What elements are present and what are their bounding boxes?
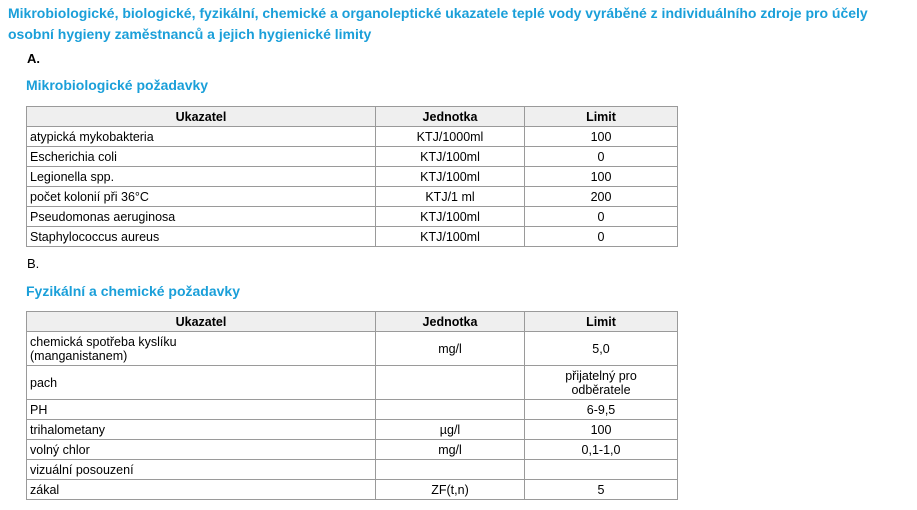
column-header-unit: Jednotka: [376, 107, 525, 127]
unit-cell: ZF(t,n): [376, 480, 525, 500]
indicator-cell: atypická mykobakteria: [27, 127, 376, 147]
unit-cell: [376, 400, 525, 420]
table-row: [27, 127, 678, 147]
indicator-cell: Legionella spp.: [27, 167, 376, 187]
limit-cell: 6-9,5: [525, 400, 678, 420]
indicator-cell: zákal: [27, 480, 376, 500]
table-header-row: [27, 107, 678, 127]
limit-cell: 0: [525, 227, 678, 247]
unit-cell: mg/l: [376, 332, 525, 366]
table-row: [27, 147, 678, 167]
table-header-row: [27, 312, 678, 332]
indicator-cell: chemická spotřeba kyslíku (manganistanem): [27, 332, 376, 366]
limit-cell: 100: [525, 127, 678, 147]
indicator-cell: PH: [27, 400, 376, 420]
table-row: [27, 440, 678, 460]
unit-cell: mg/l: [376, 440, 525, 460]
column-header-limit: Limit: [525, 107, 678, 127]
column-header-limit: Limit: [525, 312, 678, 332]
limit-cell: 100: [525, 420, 678, 440]
limit-cell: [525, 460, 678, 480]
limit-cell: 0,1-1,0: [525, 440, 678, 460]
unit-cell: KTJ/1000ml: [376, 127, 525, 147]
unit-cell: KTJ/100ml: [376, 167, 525, 187]
unit-cell: [376, 366, 525, 400]
limit-cell: 0: [525, 207, 678, 227]
section-b-letter: B.: [27, 256, 40, 271]
indicator-cell: trihalometany: [27, 420, 376, 440]
column-header-unit: Jednotka: [376, 312, 525, 332]
limit-cell: 0: [525, 147, 678, 167]
limit-cell: 5,0: [525, 332, 678, 366]
table-row: [27, 227, 678, 247]
table-row: [27, 332, 678, 366]
table-row: [27, 420, 678, 440]
table-row: [27, 167, 678, 187]
indicator-cell: Pseudomonas aeruginosa: [27, 207, 376, 227]
microbiological-table: [26, 106, 678, 247]
section-a-letter: A.: [27, 51, 40, 66]
indicator-cell: volný chlor: [27, 440, 376, 460]
physical-chemical-table: [26, 311, 678, 500]
table-row: [27, 207, 678, 227]
limit-cell: 100: [525, 167, 678, 187]
unit-cell: KTJ/1 ml: [376, 187, 525, 207]
indicator-cell: počet kolonií při 36°C: [27, 187, 376, 207]
column-header-indicator: Ukazatel: [27, 107, 376, 127]
unit-cell: KTJ/100ml: [376, 227, 525, 247]
limit-cell: 200: [525, 187, 678, 207]
indicator-cell: Escherichia coli: [27, 147, 376, 167]
unit-cell: KTJ/100ml: [376, 207, 525, 227]
section-a-heading: Mikrobiologické požadavky: [26, 77, 209, 93]
indicator-cell: Staphylococcus aureus: [27, 227, 376, 247]
table-row: [27, 366, 678, 400]
unit-cell: KTJ/100ml: [376, 147, 525, 167]
table-row: [27, 480, 678, 500]
unit-cell: µg/l: [376, 420, 525, 440]
limit-cell: 5: [525, 480, 678, 500]
indicator-cell: vizuální posouzení: [27, 460, 376, 480]
limit-cell: přijatelný pro odběratele: [525, 366, 678, 400]
unit-cell: [376, 460, 525, 480]
section-b-heading: Fyzikální a chemické požadavky: [26, 283, 240, 299]
table-row: [27, 187, 678, 207]
indicator-cell: pach: [27, 366, 376, 400]
page-title: Mikrobiologické, biologické, fyzikální, chemické a organoleptické ukazatele teplé vody vyráběné z individuálního zdroje pro účely osobní hygieny zaměstnanců a jejich hygienické limity: [8, 5, 868, 42]
table-row: [27, 460, 678, 480]
column-header-indicator: Ukazatel: [27, 312, 376, 332]
table-row: [27, 400, 678, 420]
